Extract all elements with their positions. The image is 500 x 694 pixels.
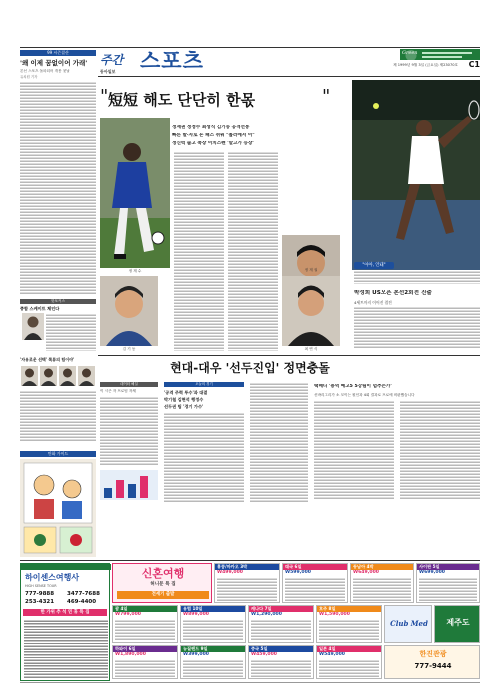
tennis-body <box>354 306 480 348</box>
left-column <box>20 47 96 447</box>
masthead-publisher: 동아일보 <box>100 69 116 74</box>
left-section2-body <box>46 313 96 351</box>
ad-cell-header: 홍콩/마카오 3박 <box>215 564 279 570</box>
ad-cell-header: 뉴질랜드 9일 <box>181 646 245 652</box>
ad-agency-phone-3: 253-4321 <box>25 599 55 605</box>
left-section2-title: 종합 스케이트 체인다 <box>20 306 60 311</box>
ad-cell-price: W549,000 <box>319 652 345 657</box>
lead-kicker-end: " <box>322 86 331 107</box>
ad-cell-price: W599,000 <box>285 570 311 575</box>
left-section3-title: '자유로운 선택' 쪽류의 팀이야' <box>20 357 75 362</box>
lead-photo-portrait-2 <box>100 276 158 346</box>
ad-club-label: Club Med <box>390 619 428 628</box>
lead-headline: 短短 해도 단단히 한몫 <box>108 91 256 109</box>
masthead-date-line: 제 1999년 9월 3일 (금요일) 제23070호 <box>393 63 458 67</box>
ad-cell-price: W799,000 <box>115 612 141 617</box>
ad-cell-9[interactable] <box>112 645 178 679</box>
lead-photo-label-1: 정 재 수 <box>128 269 142 273</box>
ad-cell-price: W1,890,000 <box>115 652 146 657</box>
lead-headline-box <box>100 88 350 114</box>
left-portrait-photo <box>22 313 44 340</box>
ad-footer-phone: 777-9444 <box>414 662 452 670</box>
ads-top-rule <box>20 560 480 561</box>
lead-bottom-rule <box>98 355 480 356</box>
lead-photo-label-3: 정 재 권 <box>304 268 318 272</box>
ad-cell-header: 하와이 6일 <box>113 646 177 652</box>
ad-footer-company: 한진관광 <box>419 650 447 658</box>
ad-agency-banner: 한 가위 추 석 연 휴 특 집 <box>23 609 107 616</box>
ad-cell-header: 태국 6일 <box>283 564 347 570</box>
left-headline: '왜 이제 꿈없이어 가래' <box>20 59 88 67</box>
middle-left-body <box>100 396 158 466</box>
left-article-body <box>20 81 96 295</box>
ad-cell-body <box>115 619 175 641</box>
left-byline: 유치원 기자 <box>20 75 38 79</box>
ad-cell-header: 호주 8일 <box>317 606 381 612</box>
ad-cell-price: W459,000 <box>251 652 277 657</box>
ad-cell-header: 유럽 10일 <box>181 606 245 612</box>
ad-cell-header: 캐나다 7일 <box>249 606 313 612</box>
middle-right-headline: 택배디 '용역 예고5 5강팀이 멈추는가' <box>314 384 392 389</box>
ad-cell-body <box>217 577 277 601</box>
ad-cell-11[interactable] <box>248 645 314 679</box>
ad-center-block <box>112 563 212 603</box>
ad-cell-body <box>319 659 379 677</box>
ad-cell-price: W899,000 <box>183 612 209 617</box>
ad-cell-5[interactable] <box>112 605 178 643</box>
masthead-green-ad <box>400 47 480 60</box>
ad-cell-body <box>419 577 477 601</box>
lead-body-col-2 <box>228 151 278 351</box>
ad-agency-phone-4: 469-4400 <box>67 599 97 605</box>
middle-mid-body <box>164 412 244 502</box>
ad-cell-4[interactable] <box>416 563 480 603</box>
ad-agency-phone-2: 3477-7688 <box>67 591 100 597</box>
ad-center-brand: 신혼여행 <box>141 567 185 580</box>
middle-mid-title-2: 박기철 김현석 행정수 <box>164 397 204 402</box>
ad-cell-header: 일본 4일 <box>317 646 381 652</box>
ad-cell-6[interactable] <box>180 605 246 643</box>
masthead-rule <box>98 76 480 77</box>
masthead <box>98 47 480 75</box>
page-bottom-rule <box>20 682 480 683</box>
ad-agency-header <box>21 564 111 570</box>
ad-cell-header: 괌 4일 <box>113 606 177 612</box>
ad-cell-3[interactable] <box>350 563 414 603</box>
ad-cell-body <box>319 619 379 641</box>
ad-agency-phone-1: 777-9888 <box>25 591 55 597</box>
ad-cell-header: 중국 5일 <box>249 646 313 652</box>
ad-cell-1[interactable] <box>214 563 280 603</box>
middle-left-tag: 데이터 해설 <box>100 382 158 387</box>
tennis-headline: 박성희 US오픈 본선2회전 진출 <box>354 290 432 296</box>
masthead-brand-small: 주간 <box>100 53 124 67</box>
ad-agency-name: 하이센스여행사 <box>25 573 80 582</box>
ad-cell-header: 동남아 4박 <box>351 564 413 570</box>
ad-cell-header: 사이판 5일 <box>417 564 479 570</box>
ad-cell-body <box>115 659 175 677</box>
middle-stat-graphic <box>100 470 158 500</box>
middle-headline: 현대-대우 '선두진입' 정면충돌 <box>170 361 330 375</box>
ad-cell-price: W1,590,000 <box>319 612 350 617</box>
lead-photo-action <box>100 118 170 268</box>
lead-kicker: " <box>100 86 109 107</box>
middle-right-body-b <box>400 400 480 500</box>
ad-cell-price: W399,000 <box>183 652 209 657</box>
ad-cell-10[interactable] <box>180 645 246 679</box>
ad-cell-8[interactable] <box>316 605 382 643</box>
tennis-photo <box>352 80 480 270</box>
ad-cell-body <box>183 619 243 641</box>
ad-agency-en: HIGH SENSE TOUR <box>25 584 57 588</box>
ad-cell-body <box>285 577 345 601</box>
middle-mid-title-3: 선두권 팀 '경기 가수' <box>164 404 204 409</box>
lead-subhead-1: 정재권 정정수 최성식 김기동 공격선봉 <box>172 125 250 130</box>
left-cartoon-graphic <box>20 459 96 557</box>
ad-cell-body <box>353 577 411 601</box>
tennis-caption-body <box>354 270 480 284</box>
middle-left-sub: 이 시즌 자 프로팀 자체 <box>100 389 136 393</box>
ad-center-sub: 허니문 특 집 <box>150 582 176 587</box>
ad-cell-price: W649,000 <box>353 570 379 575</box>
ad-footer-company-box[interactable] <box>384 645 480 679</box>
middle-right-sub: 신바리그리가 소 모이는 원인과 4회 결과로 프로에 비판했습니다 <box>314 393 415 397</box>
ad-island-label: 제주도 <box>446 618 470 627</box>
ad-club-med[interactable] <box>384 605 432 643</box>
tennis-sub: 4세트까지 이어진 접전 <box>354 300 392 305</box>
ad-cell-body <box>251 619 311 641</box>
left-faces-row <box>20 365 96 387</box>
middle-third-body <box>250 382 308 502</box>
lead-subhead-2: 빠른 발·자로 돈 패스 쉬워 "롤러에서 이" <box>172 133 255 138</box>
ad-cell-price: W699,000 <box>419 570 445 575</box>
lead-body-col-1 <box>174 151 224 351</box>
left-section3-body <box>20 390 96 442</box>
left-section2-tag: 핫포커스 <box>20 299 96 304</box>
ad-cell-price: W499,000 <box>217 570 243 575</box>
masthead-page-letter: C1 <box>468 60 480 69</box>
ad-cell-7[interactable] <box>248 605 314 643</box>
ad-center-price: 전세기 출발 <box>117 591 209 599</box>
left-section4-tag: 만화 가이드 <box>20 451 96 457</box>
ad-agency-block <box>20 563 110 681</box>
lead-photo-label-2: 김 기 동 <box>122 347 136 351</box>
masthead-brand-title: 스포츠 <box>140 49 204 73</box>
ad-agency-list <box>24 619 108 679</box>
lead-photo-label-4: 최 연 식 <box>304 347 318 351</box>
ad-cell-price: W1,290,000 <box>251 612 282 617</box>
middle-right-body-a <box>314 400 394 500</box>
masthead-corner-label: Green <box>402 50 418 56</box>
lead-photo-portrait-4 <box>282 276 340 346</box>
ad-cell-12[interactable] <box>316 645 382 679</box>
middle-mid-tag: 오늘의 경기 <box>164 382 244 387</box>
ad-cell-body <box>251 659 311 677</box>
left-section-tag: 99 시즌결산 <box>20 50 96 56</box>
ad-island[interactable] <box>434 605 480 643</box>
left-subline: 본선 스포츠 돌파되어 개봉 첫날 <box>20 69 70 73</box>
ad-cell-body <box>183 659 243 677</box>
lead-subhead-3: 정신력 출고 축장 이치스펜 '말고가 등장' <box>172 141 254 146</box>
middle-mid-title-1: '공격 주력 투수'과 대결 <box>164 390 208 395</box>
ad-cell-2[interactable] <box>282 563 348 603</box>
tennis-caption: "아아, 안돼" <box>354 262 394 269</box>
